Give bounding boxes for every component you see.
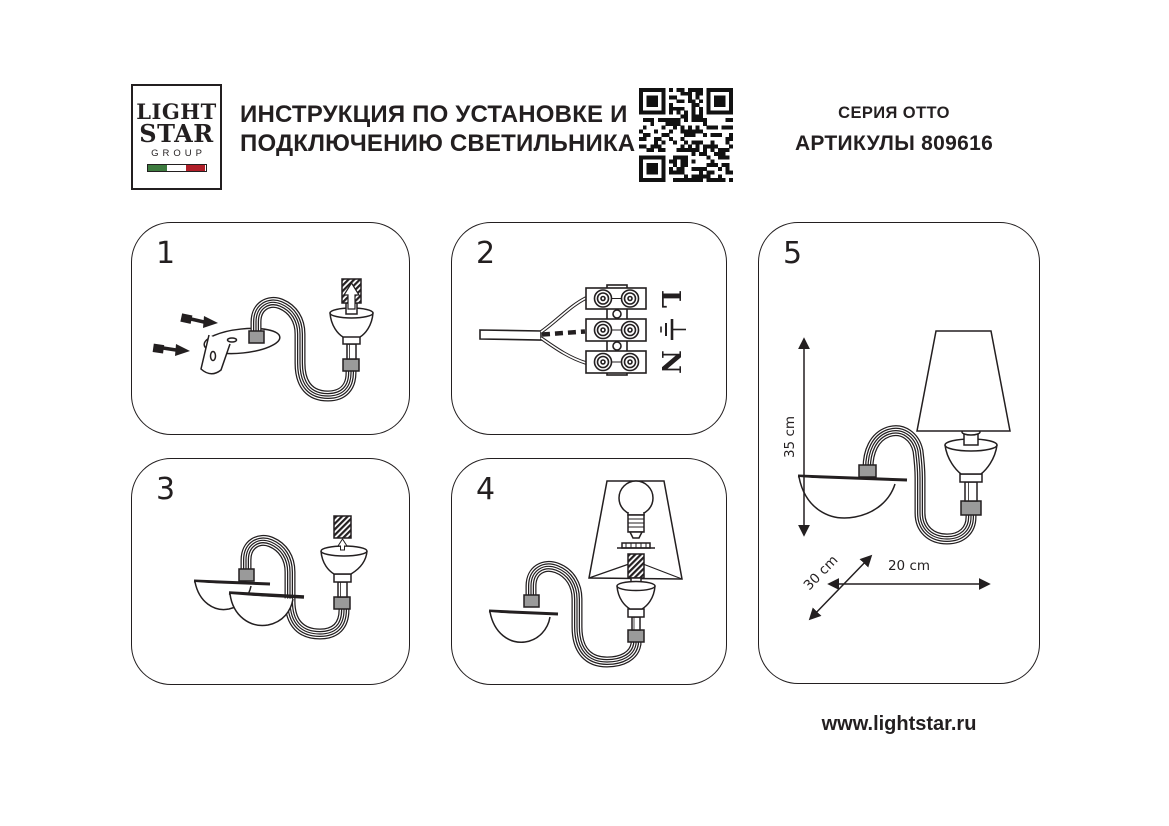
article-number: АРТИКУЛЫ 809616 <box>794 132 994 155</box>
step-panel-3 <box>131 458 410 685</box>
flag-white <box>167 165 186 171</box>
step-panel-1 <box>131 222 410 435</box>
height-dimension-arrow <box>782 339 804 535</box>
step-panel-5 <box>758 222 1040 684</box>
washer <box>617 543 655 548</box>
depth-dimension-label: 30 cm <box>800 552 842 594</box>
candle-socket <box>617 582 655 643</box>
step2-wiring-illustration <box>452 223 728 436</box>
arm-ferrule <box>859 465 876 477</box>
wall-bracket <box>201 325 281 374</box>
step-number-3: 3 <box>156 472 176 507</box>
step-panel-4 <box>451 458 727 685</box>
step4-bulb-lampshade-illustration <box>452 459 728 686</box>
candle-socket <box>945 439 997 515</box>
italian-flag-stripe <box>147 164 207 172</box>
threaded-rod <box>628 554 644 585</box>
lightstar-logo <box>131 84 222 190</box>
arm-ferrule <box>249 331 264 343</box>
step-number-5: 5 <box>783 236 803 271</box>
lampshade <box>917 331 1010 431</box>
label-line: L <box>655 289 685 309</box>
step-number-2: 2 <box>476 236 496 271</box>
qr-code-graphic <box>639 87 733 183</box>
flag-green <box>148 165 167 171</box>
step-panel-2 <box>451 222 727 435</box>
product-info <box>763 104 1025 156</box>
candle-socket <box>321 546 367 609</box>
width-dimension-arrow <box>829 558 989 584</box>
logo-word-light: LIGHT <box>136 99 217 124</box>
threaded-rod <box>334 516 351 550</box>
step5-dimensions-illustration <box>759 223 1041 685</box>
title-line-2: ПОДКЛЮЧЕНИЮ СВЕТИЛЬНИКА <box>240 130 636 157</box>
page-title <box>240 100 640 158</box>
step1-mounting-bracket-illustration <box>132 223 411 436</box>
arm-ferrule <box>524 595 539 607</box>
width-dimension-label: 20 cm <box>887 558 931 574</box>
depth-dimension-arrow <box>801 552 871 619</box>
earth-ground-icon <box>661 319 686 340</box>
logo-word-group: GROUP <box>151 148 206 159</box>
terminal-block <box>586 285 646 375</box>
step-number-4: 4 <box>476 472 496 507</box>
middle-wire <box>542 332 585 335</box>
arm-ferrule <box>239 569 254 581</box>
flag-red <box>186 165 205 171</box>
screw-icon-top <box>181 314 218 328</box>
title-line-1: ИНСТРУКЦИЯ ПО УСТАНОВКЕ И <box>240 101 628 128</box>
screw-icon-bottom <box>153 344 190 356</box>
supply-cable <box>480 298 586 363</box>
series-name: СЕРИЯ ОТТО <box>838 104 950 122</box>
label-neutral: N <box>655 350 685 374</box>
candle-socket <box>330 308 373 371</box>
step-number-1: 1 <box>156 236 176 271</box>
step3-glass-shade-illustration <box>132 459 411 686</box>
glass-dish <box>489 611 558 642</box>
glass-dish <box>798 476 907 518</box>
height-dimension-label: 35 cm <box>782 415 798 459</box>
qr-code <box>639 87 733 183</box>
website-url: www.lightstar.ru <box>821 713 977 735</box>
logo-word-star: STAR <box>139 119 214 148</box>
